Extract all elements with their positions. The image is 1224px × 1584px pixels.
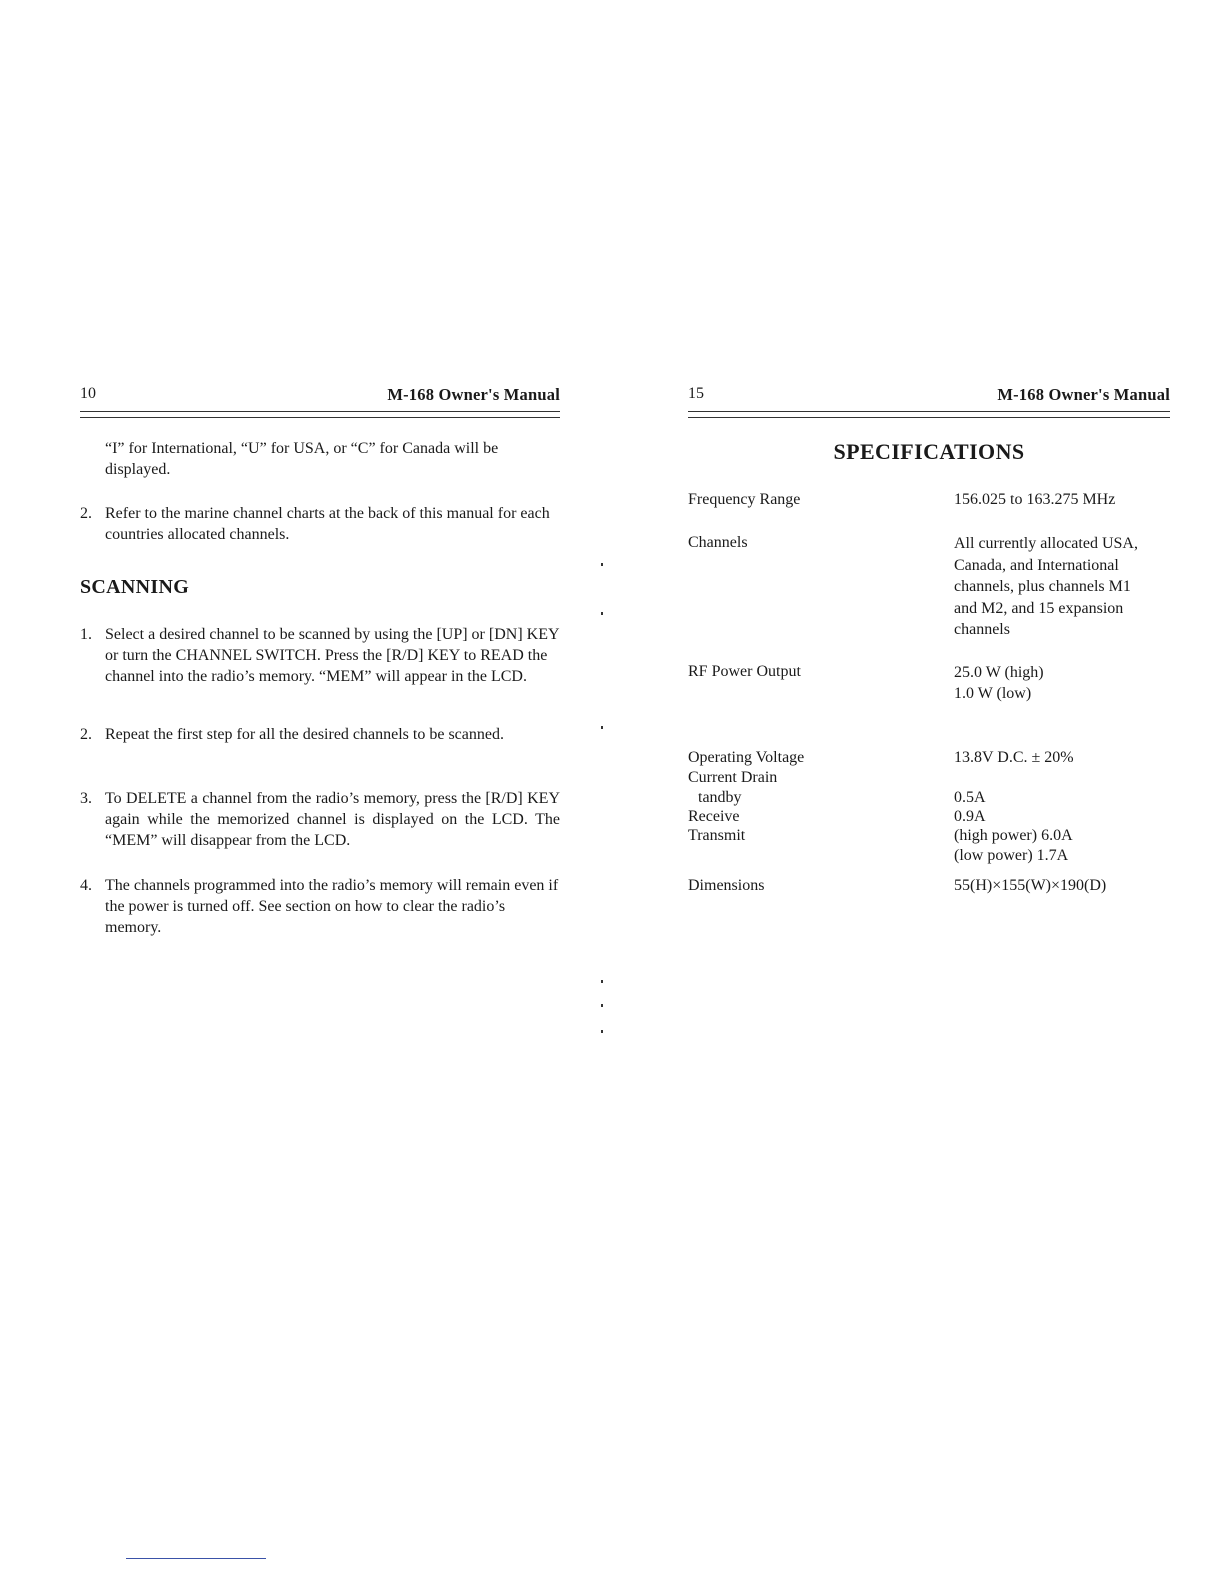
spec-label: Dimensions <box>688 877 765 894</box>
page-header <box>80 385 560 409</box>
intro-paragraph: “I” for International, “U” for USA, or “C” for Canada will be displayed. <box>105 440 499 478</box>
spec-value <box>954 533 1170 641</box>
spec-label: tandby <box>698 789 742 806</box>
bottom-edge-mark <box>126 1558 266 1559</box>
item-text: Refer to the marine channel charts at the back of this manual for each countries allocated channels. <box>105 505 550 543</box>
spec-label: Current Drain <box>688 769 778 786</box>
header-rule <box>80 411 560 412</box>
spec-label: Receive <box>688 808 740 825</box>
item-number: 1. <box>80 626 92 643</box>
item-text: Select a desired channel to be scanned by using the [UP] or [DN] KEY or turn the CHANNEL SWITCH. Press the [R/D] KEY to READ the channel into the radio’s memory. “MEM” will appear in the LCD. <box>105 626 559 685</box>
spec-value <box>954 826 1170 866</box>
scan-speck <box>601 612 603 615</box>
header-rule <box>688 417 1170 418</box>
running-title: M-168 Owner's Manual <box>997 385 1170 404</box>
value-line: channels <box>954 621 1010 638</box>
spec-label: Frequency Range <box>688 491 801 508</box>
item-number: 4. <box>80 877 92 894</box>
value-line: channels, plus channels M1 <box>954 578 1131 595</box>
item-text: Repeat the first step for all the desired channels to be scanned. <box>105 726 504 743</box>
section-heading: SCANNING <box>80 576 190 598</box>
page-number: 15 <box>688 385 704 402</box>
scan-speck <box>601 563 603 566</box>
page-title: SPECIFICATIONS <box>833 439 1025 464</box>
spec-label: Operating Voltage <box>688 749 805 766</box>
spec-label: Transmit <box>688 827 746 844</box>
value-line: All currently allocated USA, <box>954 535 1138 552</box>
value-line: Canada, and International <box>954 556 1119 574</box>
value-line: (low power) 1.7A <box>954 847 1069 864</box>
header-rule <box>80 417 560 418</box>
item-text: To DELETE a channel from the radio’s memory, press the [R/D] KEY again while the memorized channel is displayed on the LCD. The “MEM” will disappear from the LCD. <box>105 790 560 849</box>
scan-speck <box>601 1030 603 1033</box>
header-rule <box>688 411 1170 412</box>
value-line: and M2, and 15 expansion <box>954 599 1124 617</box>
value-line: (high power) 6.0A <box>954 827 1073 844</box>
spec-value <box>954 662 1170 704</box>
item-number: 2. <box>80 726 92 743</box>
item-number: 2. <box>80 505 92 522</box>
item-text: The channels programmed into the radio’s memory will remain even if the power is turned off. See section on how to clear the radio’s memory. <box>105 877 559 936</box>
spec-label: RF Power Output <box>688 663 801 680</box>
page-number: 10 <box>80 385 96 402</box>
value-line: 25.0 W (high) <box>954 664 1044 681</box>
spec-value: 55(H)×155(W)×190(D) <box>954 877 1107 894</box>
scan-speck <box>601 980 603 983</box>
spec-value: 13.8V D.C. ± 20% <box>954 749 1074 766</box>
spec-value: 156.025 to 163.275 MHz <box>954 491 1116 508</box>
spec-label: Channels <box>688 534 748 551</box>
scan-speck <box>601 726 603 729</box>
page-header <box>688 385 1170 409</box>
spec-value: 0.5A <box>954 789 986 806</box>
value-line: 1.0 W (low) <box>954 685 1032 702</box>
item-number: 3. <box>80 790 92 807</box>
spec-value: 0.9A <box>954 808 986 825</box>
scan-speck <box>601 1004 603 1007</box>
running-title: M-168 Owner's Manual <box>387 385 560 404</box>
